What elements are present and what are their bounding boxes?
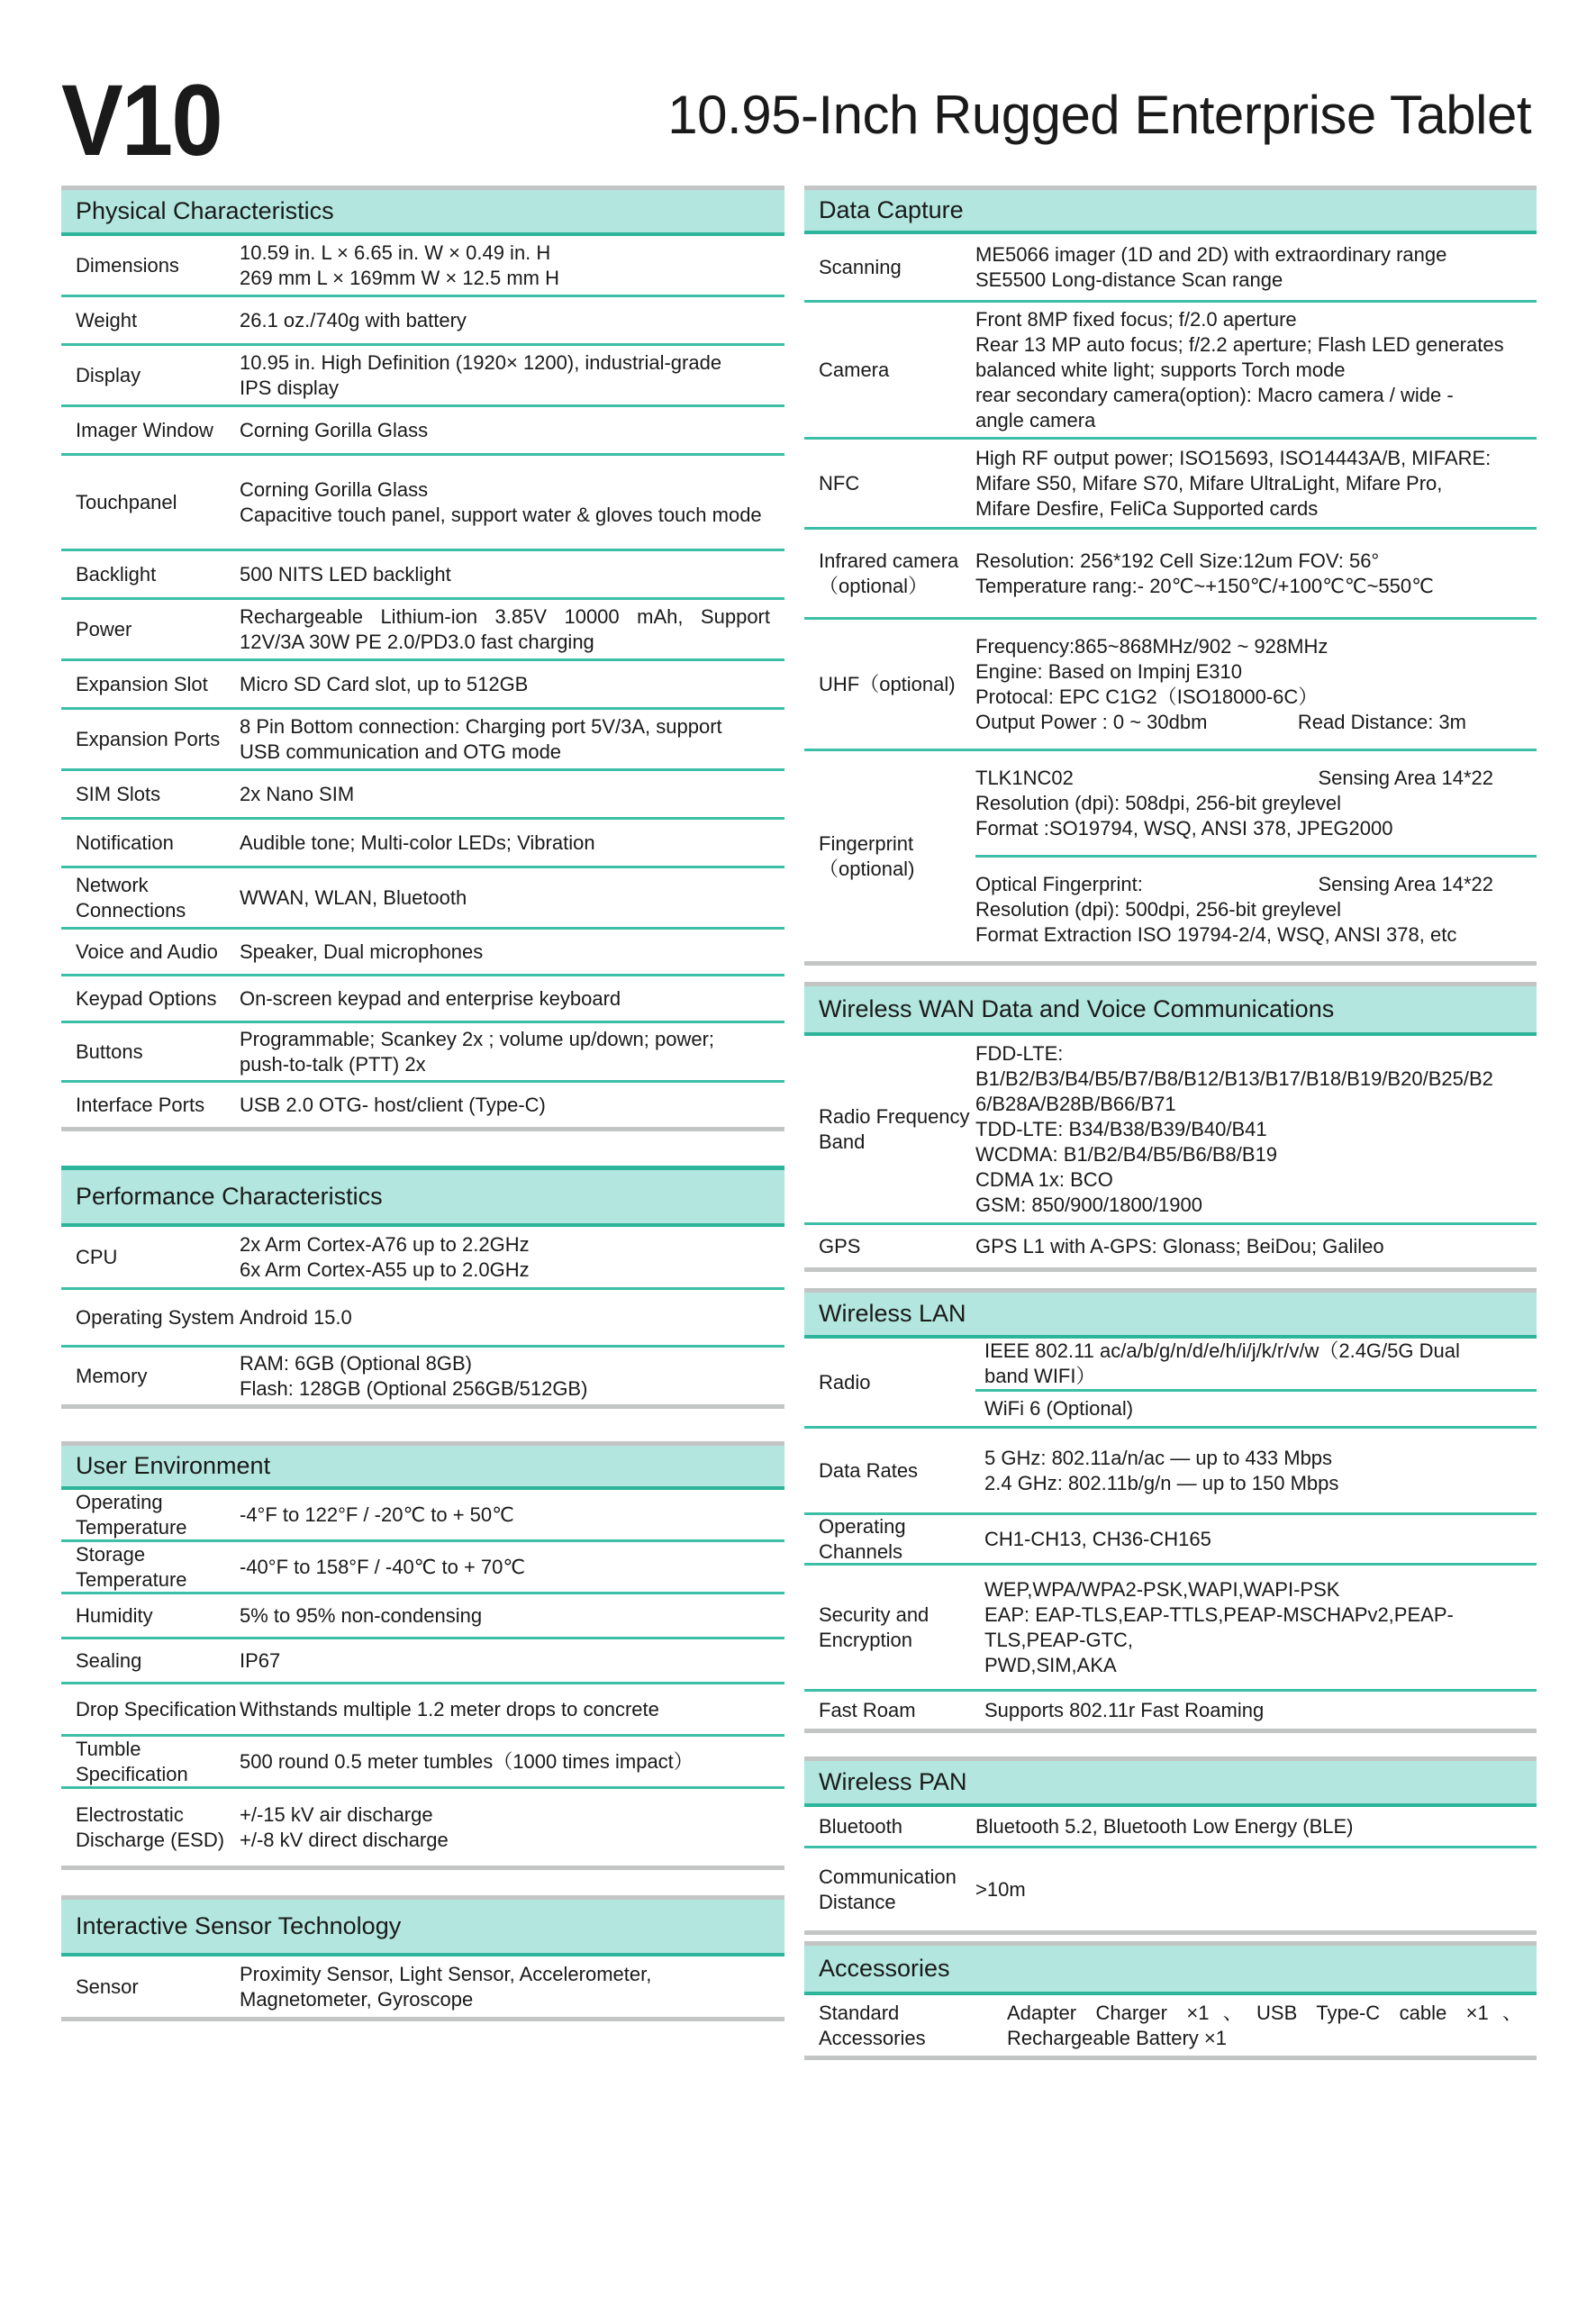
spec-label: Humidity [76,1603,153,1627]
section-title: Wireless PAN [804,1757,1537,1807]
value-line: Format Extraction ISO 19794-2/4, WSQ, ANSI 378, etc [975,922,1457,946]
spec-row [61,976,784,1023]
value-line: +/-15 kV air discharge [240,1802,433,1826]
value-line: Format :SO19794, WSQ, ANSI 378, JPEG2000 [975,816,1393,840]
value-line: TLS,PEAP-GTC, [984,1628,1134,1651]
value-line: push-to-talk (PTT) 2x [240,1052,426,1076]
value-line: CDMA 1x: BCO [975,1167,1113,1191]
value-line: angle camera [975,408,1096,431]
spec-label: Expansion Ports [76,727,221,750]
value-line: WEP,WPA/WPA2-PSK,WAPI,WAPI-PSK [984,1577,1340,1601]
value-line: Rear 13 MP auto focus; f/2.2 aperture; Flash LED generates [975,332,1504,356]
value-line: Corning Gorilla Glass [240,418,429,441]
spec-value [240,714,784,765]
value-line: Proximity Sensor, Light Sensor, Accelerometer, [240,1962,652,1985]
spec-value [240,1351,784,1402]
section-title: User Environment [61,1441,784,1490]
spec-row [61,661,784,710]
value-line: Temperature rang:- 20℃~+150℃/+100℃℃~550℃ [975,574,1434,597]
spec-row [61,1227,784,1290]
spec-label: Infrared camera（optional） [819,549,959,597]
spec-label: Interface Ports [76,1093,205,1116]
spec-value [975,1814,1537,1839]
fingerprint-option [975,751,1537,858]
spec-value [240,241,784,291]
spec-label: Operating System [76,1305,235,1329]
value-line: Corning Gorilla Glass [240,477,429,501]
spec-label: SIM Slots [76,782,161,805]
spec-value [240,782,784,807]
value-line: WWAN, WLAN, Bluetooth [240,885,467,909]
spec-row [804,751,1537,966]
spec-row [804,234,1537,303]
spec-value [240,831,784,856]
sensor-model: Optical Fingerprint: [975,872,1143,895]
spec-value [975,307,1537,433]
value-line: Mifare Desfire, FeliCa Supported cards [975,496,1319,520]
spec-label: Standard Accessories [819,2001,926,2049]
spec-value [975,1446,1537,1496]
spec-value [240,562,784,587]
spec-value [240,1305,784,1330]
spec-label: Imager Window [76,418,213,441]
spec-row [61,1639,784,1684]
spec-value [975,1041,1537,1218]
spec-label: CPU [76,1245,118,1268]
spec-label: Voice and Audio [76,940,218,963]
read-distance: Read Distance: 3m [1297,710,1466,733]
value-line: 6/B28A/B28B/B66/B71 [975,1092,1176,1115]
spec-subrows [975,751,1537,961]
value-line: ME5066 imager (1D and 2D) with extraordinary range [975,242,1447,266]
spec-label: UHF（optional) [819,672,956,695]
value-line: Programmable; Scankey 2x ; volume up/down; power; [240,1027,715,1050]
spec-label: Backlight [76,562,157,586]
value-line: Bluetooth 5.2, Bluetooth Low Energy (BLE) [975,1814,1354,1838]
spec-value [240,885,784,911]
value-line: 5% to 95% non-condensing [240,1603,483,1627]
spec-label: Radio [819,1370,871,1394]
value-line: WiFi 6 (Optional) [984,1397,1134,1421]
value-line: Protocal: EPC C1G2（ISO18000-6C） [975,685,1319,708]
spec-value [975,766,1537,841]
value-line: 10.59 in. L × 6.65 in. W × 0.49 in. H [240,241,551,264]
spec-row [61,346,784,407]
value-line: EAP: EAP-TLS,EAP-TTLS,PEAP-MSCHAPv2,PEAP- [984,1602,1454,1626]
spec-label: Camera [819,358,890,381]
value-line: -40°F to 158°F / -40℃ to + 70℃ [240,1555,526,1578]
product-subtitle: 10.95-Inch Rugged Enterprise Tablet [667,85,1531,145]
value-line: IP67 [240,1648,281,1672]
spec-label: GPS [819,1234,861,1257]
value-line: TDD-LTE: B34/B38/B39/B40/B41 [975,1117,1267,1140]
spec-row [61,456,784,551]
spec-row [804,1225,1537,1272]
spec-table [61,236,784,1131]
spec-row [61,1789,784,1870]
value-line: Front 8MP fixed focus; f/2.0 aperture [975,307,1297,331]
spec-label: Security and Encryption [819,1602,929,1651]
spec-row [804,1566,1537,1692]
spec-row [61,1594,784,1639]
spec-value [975,1339,1537,1389]
value-line: High RF output power; ISO15693, ISO14443A/B, MIFARE: [975,446,1492,469]
value-line-split [975,766,1520,791]
section-title: Accessories [804,1941,1537,1995]
spec-row [61,1348,784,1409]
value-line: -4°F to 122°F / -20℃ to + 50℃ [240,1503,514,1526]
spec-value: Rechargeable Lithium-ion 3.85V 10000 mAh, Support 12V/3A 30W PE 2.0/PD3.0 fast charging [240,604,770,653]
spec-row [61,868,784,930]
value-line: band WIFI） [984,1365,1096,1388]
value-line: Mifare S50, Mifare S70, Mifare UltraLight, Mifare Pro, [975,471,1443,495]
spec-label: NFC [819,471,860,495]
spec-value [240,1027,784,1077]
value-line: >10m [975,1877,1026,1901]
value-line: Capacitive touch panel, support water & gloves touch mode [240,503,762,526]
section-physical [61,186,784,1131]
value-line: FDD-LTE: [975,1041,1064,1065]
spec-value [240,418,784,443]
spec-value [240,350,784,401]
value-line: Engine: Based on Impinj E310 [975,659,1242,683]
value-line: 6x Arm Cortex-A55 up to 2.0GHz [240,1257,530,1281]
spec-value [240,1648,784,1674]
spec-label: Weight [76,308,138,331]
spec-label: Radio Frequency Band [819,1104,970,1153]
spec-row [61,1737,784,1789]
section-title: Wireless WAN Data and Voice Communications [804,982,1537,1036]
value-line: USB 2.0 OTG- host/client (Type-C) [240,1093,546,1116]
spec-label: Display [76,363,141,386]
spec-label: Scanning [819,255,902,278]
spec-value [975,1234,1537,1259]
value-line: WCDMA: B1/B2/B4/B5/B6/B8/B19 [975,1142,1278,1166]
spec-value [240,1232,784,1283]
spec-row [61,551,784,600]
value-line: Magnetometer, Gyroscope [240,1987,474,2011]
spec-row [804,1995,1537,2060]
spec-row [61,820,784,868]
value-line: PWD,SIM,AKA [984,1653,1117,1676]
value-line: Frequency:865~868MHz/902 ~ 928MHz [975,634,1328,658]
value-line: balanced white light; supports Torch mode [975,358,1346,381]
spec-label: Power [76,617,132,640]
spec-value: Adapter Charger ×1、USB Type-C cable ×1、Rechargeable Battery ×1 [1007,2001,1522,2049]
spec-row [804,1339,1537,1429]
spec-row [61,1290,784,1348]
spec-value [240,986,784,1012]
spec-value [240,1555,784,1580]
spec-label: Data Rates [819,1458,919,1482]
value-line: CH1-CH13, CH36-CH165 [984,1527,1211,1550]
value-line-split [975,710,1520,735]
spec-row [61,236,784,297]
spec-row [61,771,784,820]
spec-label: Keypad Options [76,986,217,1010]
spec-subrows [975,1339,1537,1426]
value-line: Resolution: 256*192 Cell Size:12um FOV: 56° [975,549,1380,572]
spec-value [240,1749,784,1775]
spec-row [804,1848,1537,1935]
spec-row [804,620,1537,751]
spec-value [240,308,784,333]
value-line: Resolution (dpi): 500dpi, 256-bit greylevel [975,897,1342,921]
section-wireless-lan [804,1288,1537,1733]
section-wireless-pan [804,1757,1537,1935]
spec-value [975,1396,1537,1421]
spec-label: Bluetooth [819,1814,902,1838]
spec-label: Electrostatic Discharge (ESD) [76,1802,225,1851]
value-line: SE5500 Long-distance Scan range [975,268,1283,291]
value-line: 5 GHz: 802.11a/n/ac — up to 433 Mbps [984,1446,1333,1469]
spec-row [804,303,1537,440]
spec-value [240,1697,784,1722]
spec-row [61,1684,784,1737]
model-name: V10 [61,64,222,177]
value-line: Flash: 128GB (Optional 256GB/512GB) [240,1376,588,1400]
sensor-model: TLK1NC02 [975,766,1074,789]
value-line: B1/B2/B3/B4/B5/B7/B8/B12/B13/B17/B18/B19/B20/B25/B2 [975,1067,1493,1090]
spec-row [804,1807,1537,1848]
value-line: IPS display [240,376,340,399]
value-line: RAM: 6GB (Optional 8GB) [240,1351,472,1375]
spec-value [975,1877,1537,1902]
value-line: Micro SD Card slot, up to 512GB [240,672,529,695]
spec-row [804,1036,1537,1225]
spec-value [975,1698,1537,1723]
spec-value [240,1093,784,1118]
value-line: rear secondary camera(option): Macro camera / wide - [975,383,1454,406]
spec-row [804,1515,1537,1566]
spec-row [61,1083,784,1131]
spec-row [804,1692,1537,1733]
value-line: Android 15.0 [240,1305,352,1329]
spec-label: Sealing [76,1648,142,1672]
spec-label: Touchpanel [76,490,177,513]
spec-label: Storage Temperature [76,1542,187,1591]
spec-value [975,549,1537,599]
value-line: 2x Arm Cortex-A76 up to 2.2GHz [240,1232,530,1256]
spec-value [240,477,784,528]
output-power: Output Power : 0 ~ 30dbm [975,710,1208,733]
spec-row [61,1023,784,1083]
spec-row [61,1542,784,1594]
spec-label: Sensor [76,1975,139,1998]
spec-row [61,1956,784,2021]
spec-value [975,1527,1537,1552]
value-line: 10.95 in. High Definition (1920× 1200), industrial-grade [240,350,722,374]
spec-row [61,930,784,976]
spec-value [975,242,1537,293]
spec-row [804,1429,1537,1515]
spec-value [975,634,1537,735]
spec-label: Expansion Slot [76,672,208,695]
value-line: 2.4 GHz: 802.11b/g/n — up to 150 Mbps [984,1471,1339,1494]
section-interactive-sensor [61,1895,784,2021]
section-title: Performance Characteristics [61,1166,784,1227]
value-line: Resolution (dpi): 508dpi, 256-bit greylevel [975,791,1342,814]
spec-row [61,407,784,456]
section-title: Physical Characteristics [61,186,784,236]
value-line: IEEE 802.11 ac/a/b/g/n/d/e/h/i/j/k/r/v/w（2.4G/5G Dual [984,1339,1460,1363]
section-accessories [804,1941,1537,2060]
value-line: 26.1 oz./740g with battery [240,308,467,331]
spec-row [804,440,1537,530]
spec-row [61,710,784,771]
value-line: 2x Nano SIM [240,782,355,805]
fingerprint-option [975,858,1537,961]
spec-value [975,446,1537,522]
value-line: On-screen keypad and enterprise keyboard [240,986,621,1010]
radio-wifi6 [975,1392,1537,1426]
value-line: 8 Pin Bottom connection: Charging port 5V/3A, support [240,714,722,738]
value-line: GSM: 850/900/1800/1900 [975,1193,1202,1216]
sensing-area: Sensing Area 14*22 [1318,872,1493,895]
spec-value [240,940,784,965]
value-line: Speaker, Dual microphones [240,940,484,963]
radio-standard [975,1339,1537,1392]
spec-label: Notification [76,831,174,854]
sensing-area: Sensing Area 14*22 [1318,766,1493,789]
spec-value [240,1962,784,2012]
value-line: Supports 802.11r Fast Roaming [984,1698,1265,1721]
section-title: Interactive Sensor Technology [61,1895,784,1956]
value-line: GPS L1 with A-GPS: Glonass; BeiDou; Galileo [975,1234,1384,1257]
value-line: 269 mm L × 169mm W × 12.5 mm H [240,266,559,289]
section-title: Data Capture [804,186,1537,234]
section-performance [61,1166,784,1409]
value-line: USB communication and OTG mode [240,740,562,763]
spec-label: Drop Specification [76,1697,237,1720]
spec-label: Memory [76,1364,148,1387]
spec-row [61,1490,784,1542]
spec-label: Fingerprint（optional) [819,831,915,880]
section-user-environment [61,1441,784,1870]
spec-value [975,872,1537,948]
spec-value [240,672,784,697]
section-title: Wireless LAN [804,1288,1537,1339]
spec-value [240,1503,784,1528]
section-data-capture [804,186,1537,966]
spec-label: Operating Temperature [76,1490,187,1539]
value-line-split [975,872,1520,897]
value-line: 500 NITS LED backlight [240,562,451,586]
value-line: 500 round 0.5 meter tumbles（1000 times impact） [240,1749,694,1773]
spec-label: Communication Distance [819,1865,957,1913]
spec-row [61,600,784,661]
section-wireless-wan [804,982,1537,1272]
value-line: Withstands multiple 1.2 meter drops to concrete [240,1697,659,1720]
spec-row [804,530,1537,620]
spec-value [975,1577,1537,1678]
spec-label: Dimensions [76,253,179,277]
spec-label: Buttons [76,1040,143,1063]
spec-label: Tumble Specification [76,1737,188,1785]
spec-value [240,1603,784,1629]
value-line: Audible tone; Multi-color LEDs; Vibration [240,831,595,854]
spec-row [61,297,784,346]
value-line: +/-8 kV direct discharge [240,1828,449,1851]
spec-label: Operating Channels [819,1514,906,1563]
spec-label: Network Connections [76,873,186,921]
spec-label: Fast Roam [819,1698,916,1721]
spec-value [240,1802,784,1853]
